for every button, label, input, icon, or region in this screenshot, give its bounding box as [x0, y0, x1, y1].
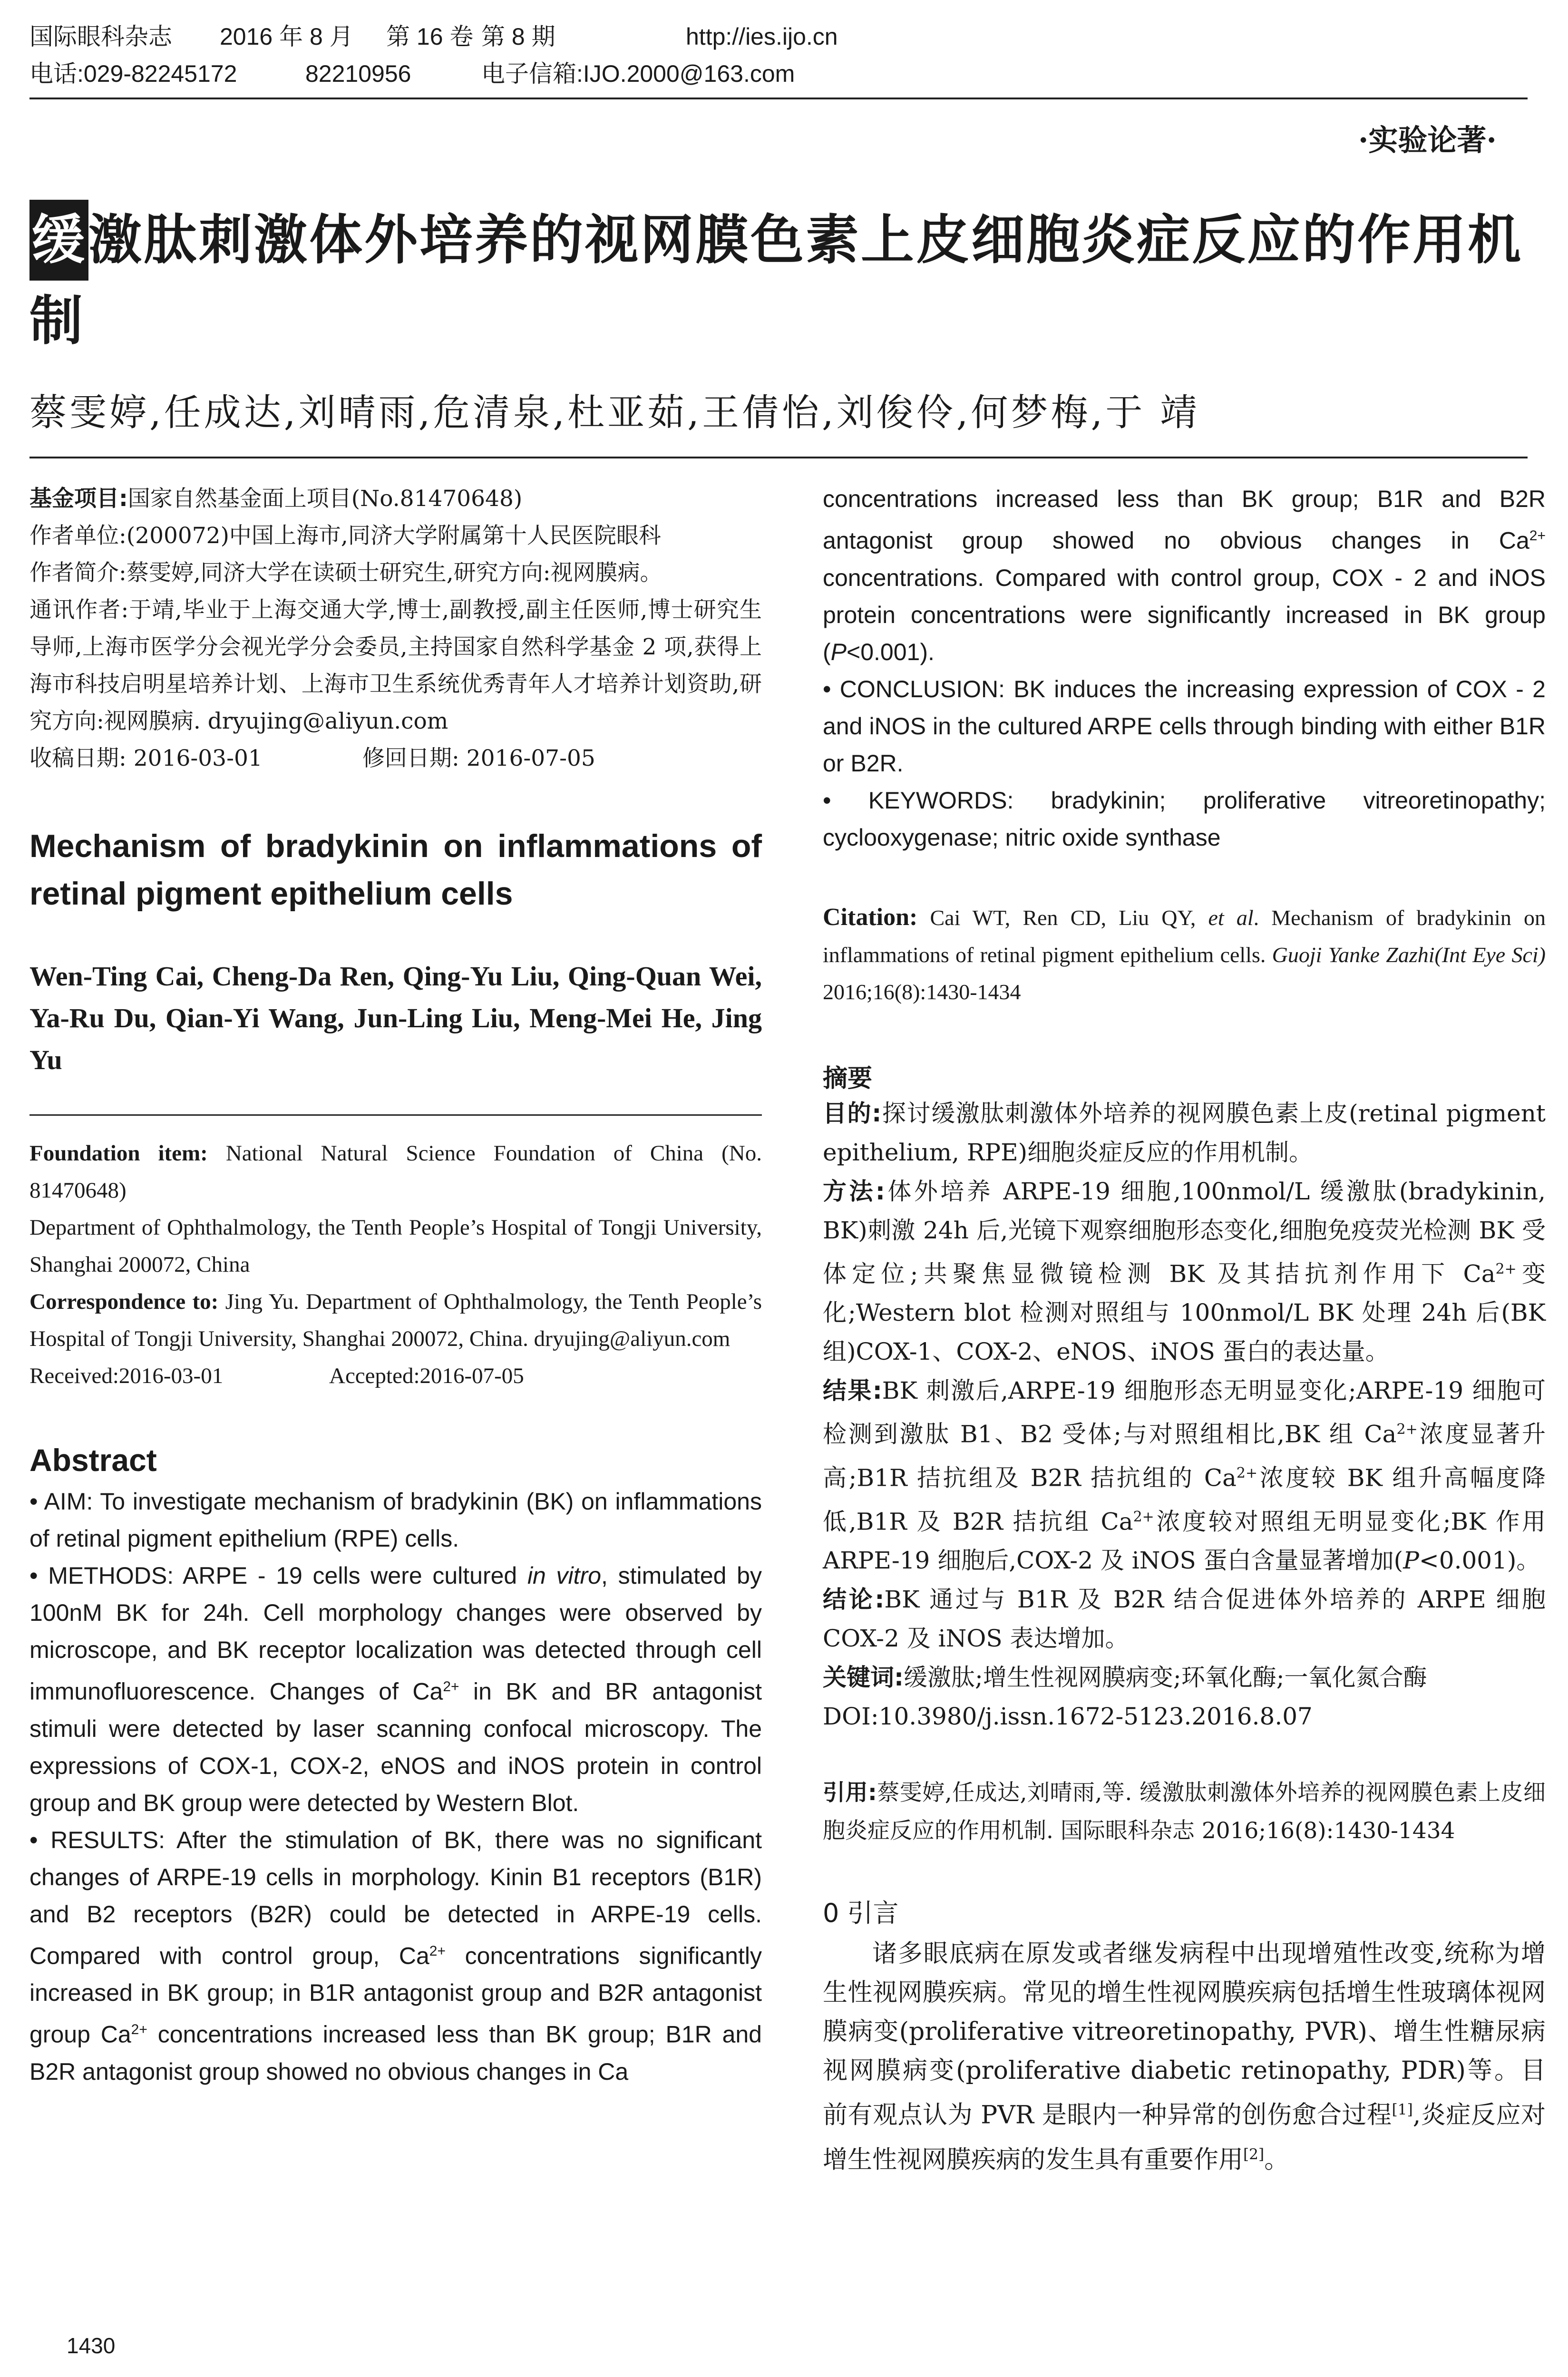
fund: 国家自然基金面上项目(No.81470648)	[127, 486, 523, 512]
volume: 第 16 卷	[386, 23, 474, 50]
author-unit: 作者单位:(200072)中国上海市,同济大学附属第十人民医院眼科	[29, 523, 661, 549]
intro-heading: 0 引言	[823, 1898, 899, 1929]
running-header	[29, 18, 1528, 92]
article-title	[29, 200, 1542, 361]
abstract-results-cont: concentrations increased less than BK group; B1R and B2R antagonist group showed no obvious changes in $Ca^{2+}$ concentrations. Compared with control group, COX - 2 and iNOS protein concentrations were significantly increased in BK group (P<0.001).	[823, 486, 1546, 665]
corresponding-author: 通讯作者:于靖,毕业于上海交通大学,博士,副教授,副主任医师,博士研究生导师,上海市医学分会视光学分会委员,主持国家自然科学基金 2 项,获得上海市科技启明星培养计划、上海市卫生系统优秀青年人才培养计划资助,研究方向:视网膜病. dryujing@aliyun.com	[29, 597, 762, 734]
abstract-text-cont	[823, 480, 1546, 856]
cn-conclusion: 结论:BK 通过与 B1R 及 B2R 结合促进体外培养的 ARPE 细胞 COX-2 及 iNOS 表达增加。	[823, 1586, 1546, 1653]
fund-label: 基金项目:	[29, 486, 128, 512]
dates-cn	[29, 740, 762, 777]
abstract-keywords: • KEYWORDS: bradykinin; proliferative vitreoretinopathy; cyclooxygenase; nitric oxide synthase	[823, 787, 1546, 851]
authors-rule	[29, 457, 1528, 458]
revised-cn: 修回日期: 2016-07-05	[362, 745, 595, 771]
english-rule	[29, 1114, 762, 1116]
abstract-methods: • METHODS: ARPE - 19 cells were cultured in vitro, stimulated by 100nM BK for 24h. Cell morphology changes were observed by microscope, and BK receptor localization was detected through cell immunofluorescence. Changes of $Ca^{2+}$ in BK and BR antagonist stimuli were detected by laser scanning confocal microscopy. The expressions of COX-1, COX-2, eNOS and iNOS protein in control group and BK group were detected by Western Blot.	[29, 1562, 762, 1816]
cn-abstract	[823, 1094, 1546, 1736]
citation-en: Citation: Cai WT, Ren CD, Liu QY, et al. Mechanism of bradykinin on inflammations of retinal pigment epithelium cells. Guoji Yanke Zazhi(Int Eye Sci) 2016;16(8):1430-1434	[823, 903, 1546, 1004]
phone: 电话:029-82245172	[29, 60, 237, 87]
correspondence: Jing Yu. Department of Ophthalmology, the Tenth People’s Hospital of Tongji University, Shanghai 200072, China. dryujing@aliyun.com	[29, 1289, 762, 1351]
title-first-char: 缓	[29, 200, 88, 281]
email[interactable]: 电子信箱:IJO.2000@163.com	[481, 60, 795, 87]
english-authors: Wen-Ting Cai, Cheng-Da Ren, Qing-Yu Liu, Qing-Quan Wei, Ya-Ru Du, Qian-Yi Wang, Jun-Ling Liu, Meng-Mei He, Jing Yu	[29, 961, 762, 1075]
doi[interactable]: DOI:10.3980/j.issn.1672-5123.2016.8.07	[823, 1703, 1313, 1731]
cn-meta	[29, 480, 762, 777]
left-column	[29, 480, 762, 2090]
abstract-results: • RESULTS: After the stimulation of BK, there was no significant changes of ARPE-19 cells in morphology. Kinin B1 receptors (B1R) and B2 receptors (B2R) could be detected in ARPE-19 cells. Compared with control group, $Ca^{2+}$ concentrations significantly increased in BK group; in B1R antagonist group and B2R antagonist group $Ca^{2+}$ concentrations increased less than BK group; B1R and B2R antagonist group showed no obvious changes in Ca	[29, 1826, 762, 2085]
foundation-label: Foundation item:	[29, 1141, 208, 1166]
dates-en	[29, 1357, 762, 1394]
cn-aim: 目的:探讨缓激肽刺激体外培养的视网膜色素上皮(retinal pigment epithelium, RPE)细胞炎症反应的作用机制。	[823, 1099, 1546, 1166]
accepted-en: Accepted:2016-07-05	[329, 1364, 524, 1388]
cn-abstract-heading: 摘要	[823, 1064, 873, 1093]
cn-methods: 方法:体外培养 ARPE-19 细胞,100nmol/L 缓激肽(bradykinin, BK)刺激 24h 后,光镜下观察细胞形态变化,细胞免疫荧光检测 BK 受体定位;共聚焦显微镜检测 BK 及其拮抗剂作用下 $Ca^{2+}$变化;Western blot 检测对照组与 100nmol/L BK 处理 24h 后(BK 组)COX-1、COX-2、eNOS、iNOS 蛋白的表达量。	[823, 1177, 1546, 1366]
right-column	[823, 480, 1546, 2179]
abstract-heading: Abstract	[29, 1442, 157, 1478]
phone-2: 82210956	[305, 60, 411, 87]
received-en: Received:2016-03-01	[29, 1364, 224, 1388]
page-number: 1430	[67, 2333, 116, 2358]
department: Department of Ophthalmology, the Tenth People’s Hospital of Tongji University, Shanghai 200072, China	[29, 1215, 762, 1277]
foundation: National Natural Science Foundation of China (No. 81470648)	[29, 1141, 762, 1203]
citation-cn: 引用:蔡雯婷,任成达,刘晴雨,等. 缓激肽刺激体外培养的视网膜色素上皮细胞炎症反应的作用机制. 国际眼科杂志 2016;16(8):1430-1434	[823, 1780, 1546, 1844]
author-bio: 作者简介:蔡雯婷,同济大学在读硕士研究生,研究方向:视网膜病。	[29, 560, 662, 586]
ref-2[interactable]: [2]	[1243, 2145, 1265, 2163]
correspondence-label: Correspondence to:	[29, 1289, 219, 1314]
issue-date: 2016 年 8 月	[220, 23, 353, 50]
issue: 第 8 期	[481, 23, 555, 50]
abstract-conclusion: • CONCLUSION: BK induces the increasing expression of COX - 2 and iNOS in the cultured ARPE cells through binding with either B1R or B2R.	[823, 675, 1546, 777]
intro-text: 诸多眼底病在原发或者继发病程中出现增殖性改变,统称为增生性视网膜疾病。常见的增生性视网膜疾病包括增生性玻璃体视网膜病变(proliferative vitreoretinopathy, PVR)、增生性糖尿病视网膜病变(proliferative diabetic retinopathy, PDR)等。目前有观点认为 PVR 是眼内一种异常的创伤愈合过程[1],炎症反应对增生性视网膜疾病的发生具有重要作用[2]。	[823, 1939, 1546, 2174]
received-cn: 收稿日期: 2016-03-01	[29, 745, 263, 771]
journal-name: 国际眼科杂志	[29, 23, 172, 50]
header-rule	[29, 97, 1528, 99]
cn-results: 结果:BK 刺激后,ARPE-19 细胞形态无明显变化;ARPE-19 细胞可检测到激肽 B1、B2 受体;与对照组相比,BK 组 $Ca^{2+}$浓度显著升高;B1R 拮抗组及 B2R 拮抗组的 $Ca^{2+}$浓度较 BK 组升高幅度降低,B1R 及 B2R 拮抗组 $Ca^{2+}$浓度较对照组无明显变化;BK 作用 ARPE-19 细胞后,COX-2 及 iNOS 蛋白含量显著增加(P<0.001)。	[823, 1377, 1546, 1575]
ref-1[interactable]: [1]	[1392, 2101, 1413, 2119]
abstract-aim: • AIM: To investigate mechanism of bradykinin (BK) on inflammations of retinal pigment epithelium (RPE) cells.	[29, 1488, 762, 1552]
english-title: Mechanism of bradykinin on inflammations of retinal pigment epithelium cells	[29, 828, 762, 912]
abstract-text	[29, 1483, 762, 2090]
title-rest: 激肽刺激体外培养的视网膜色素上皮细胞炎症反应的作用机制	[29, 209, 1523, 352]
en-meta	[29, 1135, 762, 1394]
cn-keywords: 关键词:缓激肽;增生性视网膜病变;环氧化酶;一氧化氮合酶	[823, 1664, 1427, 1692]
authors-cn: 蔡雯婷,任成达,刘晴雨,危清泉,杜亚茹,王倩怡,刘俊伶,何梦梅,于 靖	[29, 391, 1200, 434]
journal-url[interactable]: http://ies.ijo.cn	[686, 23, 838, 50]
section-tag: ·实验论著·	[1358, 123, 1497, 157]
